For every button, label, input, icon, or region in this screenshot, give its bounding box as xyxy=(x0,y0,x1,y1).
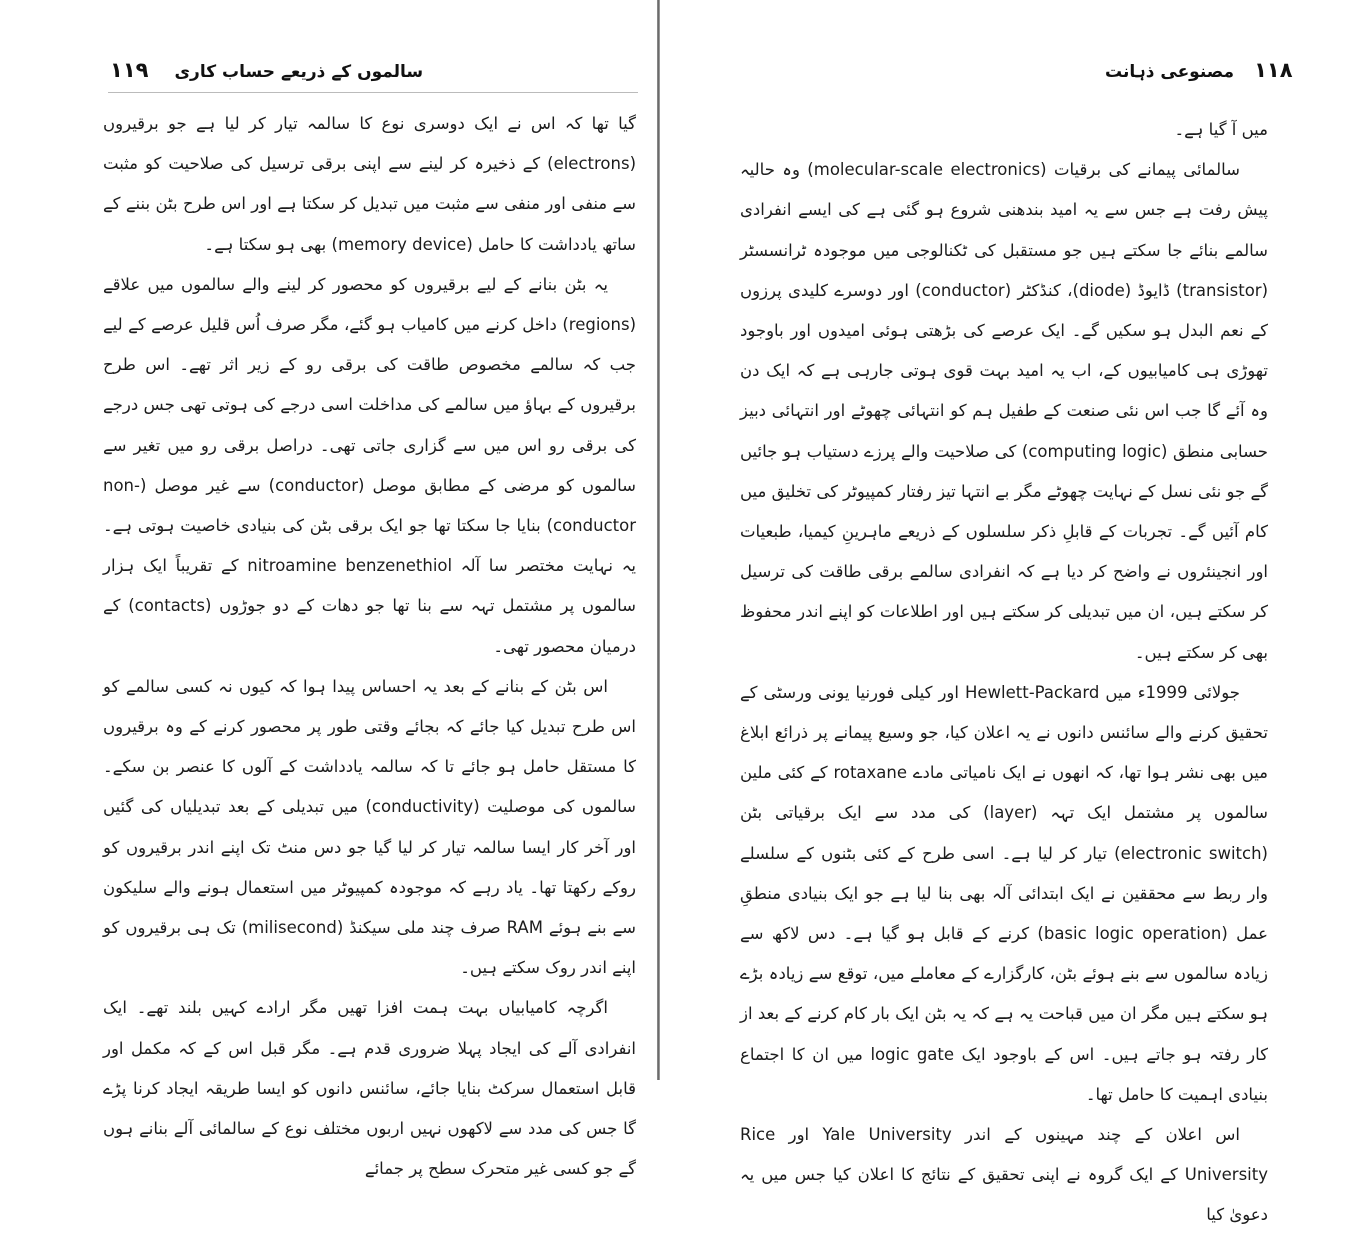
left-header-rule xyxy=(108,92,638,93)
paragraph: اگرچہ کامیابیاں بہت ہمت افزا تھیں مگر ارادے کہیں بلند تھے۔ ایک انفرادی آلے کی ایجاد پہلا ضروری قدم ہے۔ مگر قبل اس کے کہ مکمل اور قابل استعمال سرکٹ بنایا جائے، سائنس دانوں کو ایسا طریقہ ایجاد کرنا پڑے گا جس کی مدد سے لاکھوں نہیں اربوں مختلف نوع کے سالمائی آلے بنانے ہوں گے جو کسی غیر متحرک سطح پر جمائے xyxy=(103,998,636,1179)
paragraph: اس اعلان کے چند مہینوں کے اندر Yale University اور Rice University کے ایک گروہ نے اپنی تحقیق کے نتائج کا اعلان کیا جس میں یہ دعویٰ کیا xyxy=(740,1125,1268,1225)
right-page-number: ۱۱۸ xyxy=(1254,58,1293,82)
left-page-number: ۱۱۹ xyxy=(110,58,149,82)
left-page-body xyxy=(103,104,636,1189)
paragraph: سالمائی پیمانے کی برقیات (molecular-scale electronics) وہ حالیہ پیش رفت ہے جس سے یہ امید بندھنی شروع ہو گئی ہے کی ایسے انفرادی سالمے بنائے جا سکتے ہیں جو مستقبل کی ٹکنالوجی میں موجودہ ٹرانسسٹر (transistor) ڈایوڈ (diode)، کنڈکٹر (conductor) اور دوسرے کلیدی پرزوں کے نعم البدل ہو سکیں گے۔ ایک عرصے کی بڑھتی ہوئی امیدوں اور باوجود تھوڑی ہی کامیابیوں کے، اب یہ امید بہت قوی ہوتی جارہی ہے کہ ایک دن وہ آئے گا جب اس نئی صنعت کے طفیل ہم کو انتہائی چھوٹے اور انتہائی دبیز حسابی منطق (computing logic) کی صلاحیت والے پرزے دستیاب ہو جائیں گے جو نئی نسل کے نہایت چھوٹے مگر بے انتہا تیز رفتار کمپیوٹر کی تخلیق میں کام آئیں گے۔ تجربات کے قابلِ ذکر سلسلوں کے ذریعے ماہرینِ کیمیا، طبعیات اور انجینئروں نے واضح کر دیا ہے کہ انفرادی سالمے برقی طاقت کی ترسیل کر سکتے ہیں، ان میں تبدیلی کر سکتے ہیں اور اطلاعات کو اپنے اندر محفوظ بھی کر سکتے ہیں۔ xyxy=(740,160,1269,662)
left-page xyxy=(0,0,658,1179)
paragraph: جولائی 1999ء میں Hewlett-Packard اور کیلی فورنیا یونی ورسٹی کے تحقیق کرنے والے سائنس دانوں نے یہ اعلان کیا، جو وسیع پیمانے پر ذرائع ابلاغ میں بھی نشر ہوا تھا، کہ انھوں نے ایک نامیاتی مادے rotaxane کے کئی ملین سالموں پر مشتمل ایک تہہ (layer) کی مدد سے ایک برقیاتی بٹن (electronic switch) تیار کر لیا ہے۔ اسی طرح کے کئی بٹنوں کے سلسلے وار ربط سے محققین نے ایک ابتدائی آلہ بھی بنا لیا ہے جو ایک بنیادی منطقِ عمل (basic logic operation) کرنے کے قابل ہو گیا ہے۔ دس لاکھ سے زیادہ سالموں سے بنے ہوئے بٹن، کارگزارے کے معاملے میں، توقع سے زیادہ بڑے ہو سکتے ہیں مگر ان میں قباحت یہ ہے کہ یہ بٹن ایک بار کام کرنے کے بعد از کار رفتہ ہو جاتے ہیں۔ اس کے باوجود ایک logic gate میں ان کا اجتماع بنیادی اہمیت کا حامل تھا۔ xyxy=(740,682,1269,1104)
paragraph: اس بٹن کے بنانے کے بعد یہ احساس پیدا ہوا کہ کیوں نہ کسی سالمے کو اس طرح تبدیل کیا جائے کہ بجائے وقتی طور پر محصور کرنے کے وہ برقیروں کا مستقل حامل ہو جائے تا کہ سالمہ یادداشت کے آلوں کا عنصر بن سکے۔ سالموں کی موصلیت (conductivity) میں تبدیلی کے بعد تبدیلیاں کی گئیں اور آخر کار ایسا سالمہ تیار کر لیا گیا جو دس منٹ تک اپنے اندر برقیروں کو روکے رکھتا تھا۔ یاد رہے کہ موجودہ کمپیوٹر میں استعمال ہونے والے سلیکون سے بنے ہوئے RAM صرف چند ملی سیکنڈ (milisecond) تک ہی برقیروں کو اپنے اندر روک سکتے ہیں۔ xyxy=(103,676,636,978)
right-page xyxy=(660,0,1355,1225)
right-running-title: مصنوعی ذہانت xyxy=(1105,62,1235,82)
paragraph: میں آ گیا ہے۔ xyxy=(1174,120,1268,139)
left-page-header xyxy=(110,58,570,88)
right-page-body xyxy=(740,110,1268,1236)
paragraph: گیا تھا کہ اس نے ایک دوسری نوع کا سالمہ تیار کر لیا ہے جو برقیروں (electrons) کے ذخیرہ کر لینے سے اپنی برقی ترسیل کی صلاحیت کو مثبت سے منفی اور منفی سے مثبت میں تبدیل کر سکتا ہے اور اس طرح بٹن بننے کے ساتھ یادداشت کا حامل (memory device) بھی ہو سکتا ہے۔ xyxy=(103,114,636,254)
right-page-header xyxy=(1105,58,1330,88)
left-running-title: سالموں کے ذریعے حساب کاری xyxy=(174,62,424,82)
paragraph: یہ بٹن بنانے کے لیے برقیروں کو محصور کر لینے والے سالموں میں علاقے (regions) داخل کرنے میں کامیاب ہو گئے، مگر صرف اُس قلیل عرصے کے لیے جب کہ سالمے مخصوص طاقت کی برقی رو کے زیر اثر تھے۔ اس طرح برقیروں کے بہاؤ میں سالمے کی مداخلت اسی درجے کی ہوتی تھی جس درجے کی برقی رو اس میں سے گزاری جاتی تھی۔ دراصل برقی رو میں تغیر سے سالموں کو مرضی کے مطابق موصل (conductor) سے غیر موصل (non-conductor) بنایا جا سکتا تھا جو ایک برقی بٹن کی بنیادی خاصیت ہوتی ہے۔ یہ نہایت مختصر سا آلہ nitroamine benzenethiol کے تقریباً ایک ہزار سالموں پر مشتمل تہہ سے بنا تھا جو دھات کے دو جوڑوں (contacts) کے درمیان محصور تھی۔ xyxy=(103,274,636,656)
